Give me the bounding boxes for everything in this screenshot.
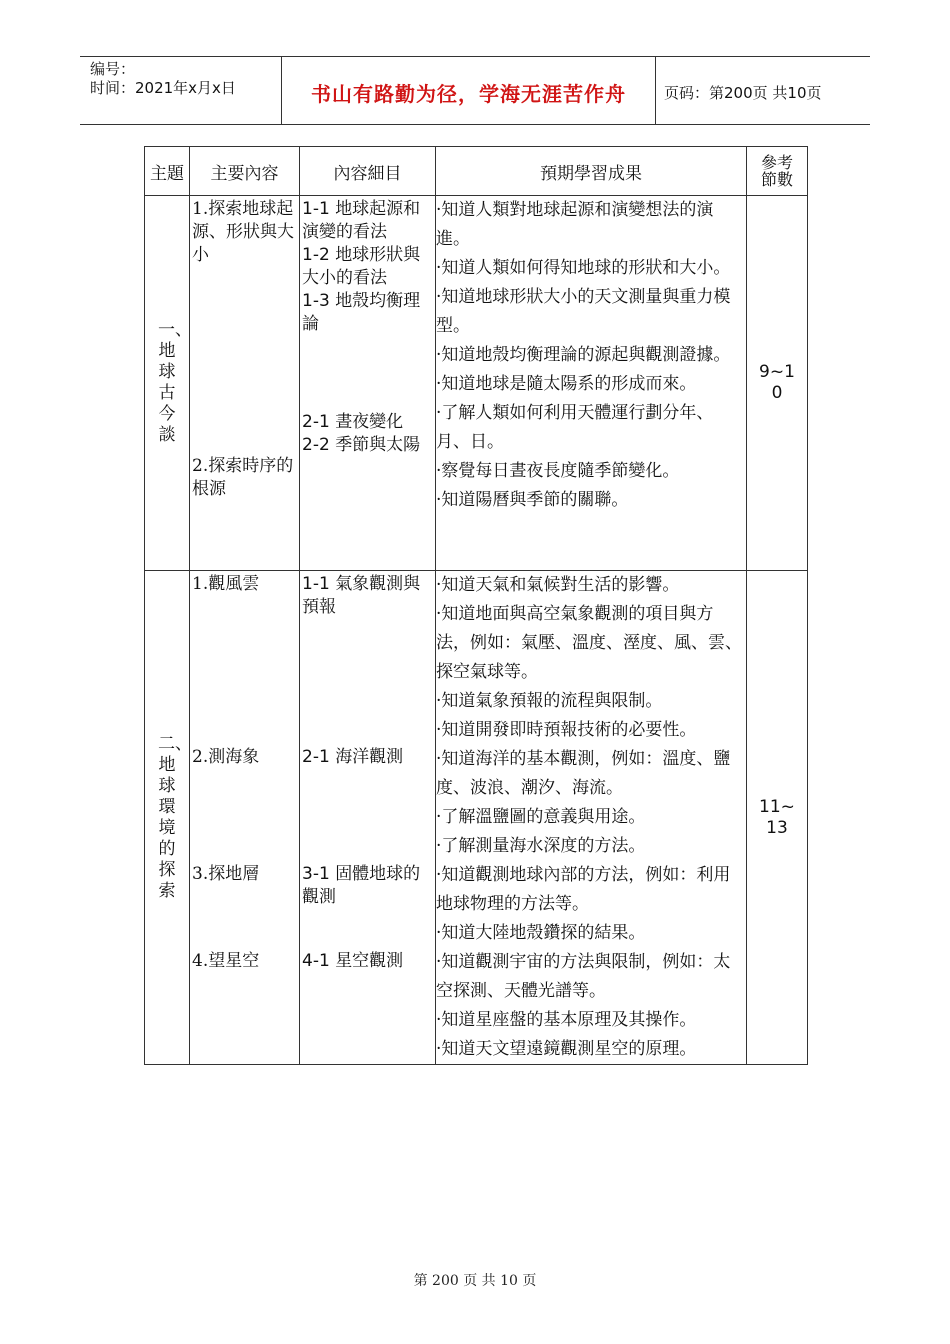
- outcome-item: ·知道大陸地殼鑽探的結果。: [436, 923, 646, 943]
- header-top-rule: [80, 56, 870, 57]
- outcome-item: ·知道地面與高空氣象觀測的項目與方法，例如：氣壓、溫度、溼度、風、雲、探空氣球等。: [436, 604, 742, 682]
- content-item: 2.探索時序的根源: [192, 456, 294, 499]
- reference-sessions-cell: 11~13: [747, 571, 808, 1065]
- table-header-row: [145, 147, 808, 196]
- outcome-item: ·知道人類對地球起源和演變想法的演進。: [436, 200, 714, 249]
- header-bottom-rule: [80, 124, 870, 125]
- header-theme: 主題: [145, 147, 190, 196]
- content-item: 1.探索地球起源、形狀與大小: [192, 199, 294, 265]
- page-footer: 第 200 页 共 10 页: [413, 1273, 537, 1289]
- outcome-item: ·了解測量海水深度的方法。: [436, 836, 646, 856]
- section-theme: 二、地球環境的探索: [145, 571, 190, 1065]
- code-label: 编号：: [90, 60, 136, 78]
- outcome-item: ·知道觀測地球內部的方法，例如：利用地球物理的方法等。: [436, 865, 731, 914]
- header-page-info: 页码：第200页 共10页: [664, 84, 822, 102]
- header-reference-sessions: 參考節數: [747, 147, 808, 196]
- header-motto: 书山有路勤为径，学海无涯苦作舟: [311, 82, 626, 106]
- detail-item: 2-1 晝夜變化: [302, 412, 404, 432]
- header-main-content: 主要內容: [190, 147, 300, 196]
- header-meta: [90, 60, 236, 98]
- header-divider-right: [655, 56, 656, 124]
- main-content-cell: [190, 196, 300, 571]
- detail-item: 2-2 季節與太陽: [302, 435, 421, 455]
- header-content-detail: 內容細目: [300, 147, 436, 196]
- outcome-item: ·知道觀測宇宙的方法與限制，例如：太空探測、天體光譜等。: [436, 952, 731, 1001]
- detail-item: 1-1 氣象觀測與預報: [302, 574, 421, 617]
- content-detail-cell: [300, 571, 436, 1065]
- content-item: 3.探地層: [192, 864, 260, 884]
- outcome-item: ·知道天氣和氣候對生活的影響。: [436, 575, 680, 595]
- outcome-item: ·察覺每日晝夜長度隨季節變化。: [436, 461, 680, 481]
- content-detail-cell: [300, 196, 436, 571]
- outcome-item: ·知道陽曆與季節的關聯。: [436, 490, 629, 510]
- outcome-item: ·了解溫鹽圖的意義與用途。: [436, 807, 646, 827]
- outcome-item: ·知道氣象預報的流程與限制。: [436, 691, 663, 711]
- outcome-item: ·了解人類如何利用天體運行劃分年、月、日。: [436, 403, 714, 452]
- detail-item: 1-2 地球形狀與大小的看法: [302, 245, 421, 288]
- outcome-item: ·知道開發即時預報技術的必要性。: [436, 720, 697, 740]
- outcome-item: ·知道星座盤的基本原理及其操作。: [436, 1010, 697, 1030]
- learning-outcome-cell: [436, 571, 747, 1065]
- content-item: 1.觀風雲: [192, 574, 260, 594]
- detail-item: 4-1 星空觀測: [302, 951, 404, 971]
- outcome-item: ·知道地殼均衡理論的源起與觀測證據。: [436, 345, 731, 365]
- reference-sessions-cell: 9~10: [747, 196, 808, 571]
- table-row: [145, 196, 808, 571]
- content-item: 2.測海象: [192, 747, 260, 767]
- table-row: [145, 571, 808, 1065]
- outcome-item: ·知道天文望遠鏡觀測星空的原理。: [436, 1039, 697, 1059]
- main-content-cell: [190, 571, 300, 1065]
- section-theme: 一、地球古今談: [145, 196, 190, 571]
- time-label: 时间：2021年x月x日: [90, 79, 236, 97]
- detail-item: 1-3 地殼均衡理論: [302, 291, 421, 334]
- detail-item: 3-1 固體地球的觀測: [302, 864, 421, 907]
- content-item: 4.望星空: [192, 951, 260, 971]
- outcome-item: ·知道海洋的基本觀測，例如：溫度、鹽度、波浪、潮汐、海流。: [436, 749, 731, 798]
- outcome-item: ·知道人類如何得知地球的形狀和大小。: [436, 258, 731, 278]
- header-learning-outcome: 預期學習成果: [436, 147, 747, 196]
- detail-item: 2-1 海洋觀測: [302, 747, 404, 767]
- outcome-item: ·知道地球形狀大小的天文測量與重力模型。: [436, 287, 731, 336]
- learning-outcome-cell: [436, 196, 747, 571]
- outcome-item: ·知道地球是隨太陽系的形成而來。: [436, 374, 697, 394]
- curriculum-table: [144, 146, 808, 1065]
- detail-item: 1-1 地球起源和演變的看法: [302, 199, 421, 242]
